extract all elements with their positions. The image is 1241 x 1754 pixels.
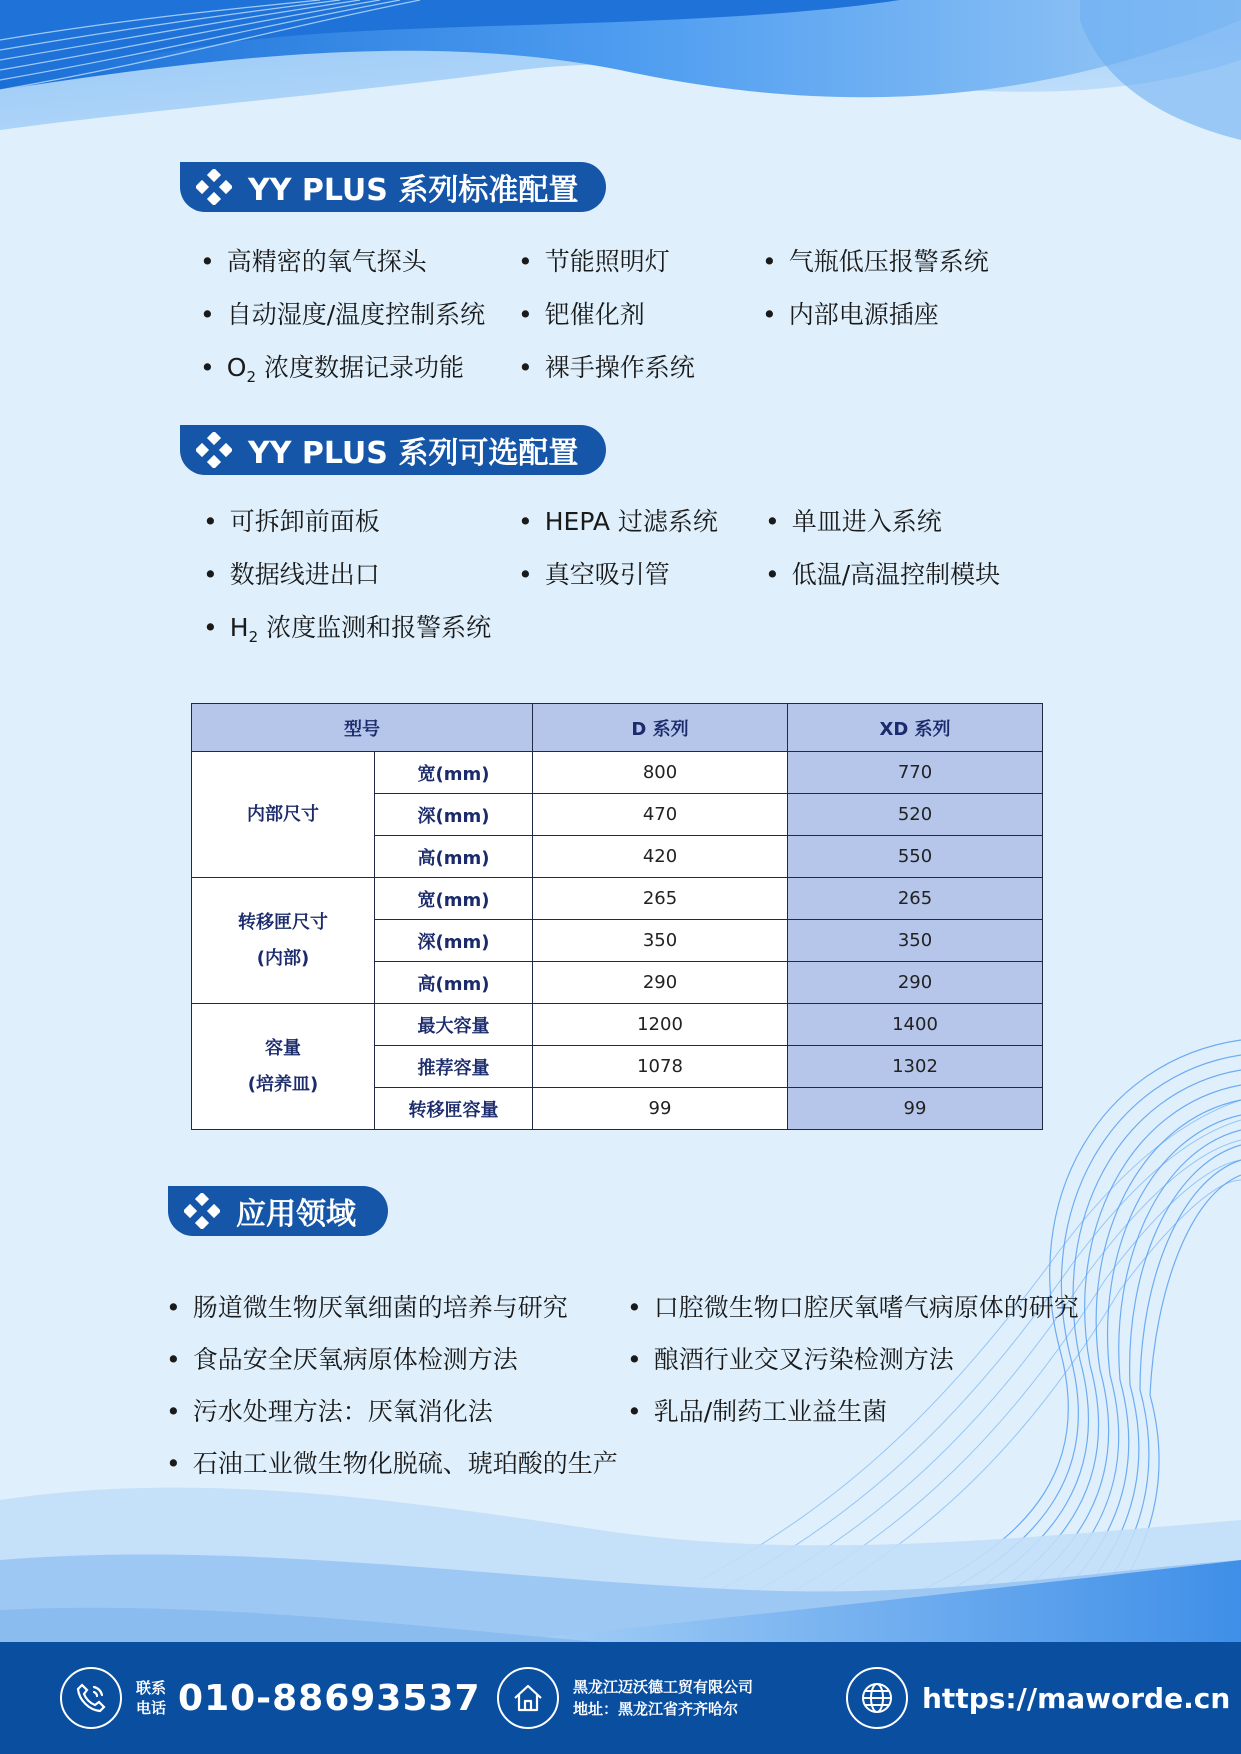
contact-label: 联系 电话 xyxy=(136,1679,167,1717)
row-label: 推荐容量 xyxy=(375,1046,533,1088)
d-value: 1200 xyxy=(533,1004,788,1046)
list-item: • 数据线进出口 xyxy=(203,555,380,591)
list-item: • 气瓶低压报警系统 xyxy=(762,242,989,278)
group-label: 内部尺寸 xyxy=(192,752,375,878)
table-row xyxy=(192,878,1043,920)
list-item: • 钯催化剂 xyxy=(518,295,645,331)
footer-contact[interactable] xyxy=(60,1666,481,1730)
phone-number[interactable]: 010-88693537 xyxy=(178,1677,481,1719)
xd-value: 520 xyxy=(788,794,1043,836)
list-item: • 食品安全厌氧病原体检测方法 xyxy=(166,1340,518,1376)
table-header-row xyxy=(192,704,1043,752)
company-name: 黑龙江迈沃德工贸有限公司 xyxy=(573,1678,754,1696)
xd-value: 550 xyxy=(788,836,1043,878)
xd-value: 265 xyxy=(788,878,1043,920)
list-item: • 内部电源插座 xyxy=(762,295,939,331)
d-value: 800 xyxy=(533,752,788,794)
header-xd-series: XD 系列 xyxy=(788,704,1043,752)
diamond-icon xyxy=(196,432,232,468)
row-label: 高(mm) xyxy=(375,962,533,1004)
table-row xyxy=(192,1004,1043,1046)
row-label: 深(mm) xyxy=(375,794,533,836)
d-value: 1078 xyxy=(533,1046,788,1088)
xd-value: 290 xyxy=(788,962,1043,1004)
d-value: 290 xyxy=(533,962,788,1004)
d-value: 420 xyxy=(533,836,788,878)
home-icon xyxy=(497,1667,559,1729)
d-value: 99 xyxy=(533,1088,788,1130)
diamond-icon xyxy=(196,169,232,205)
row-label: 宽(mm) xyxy=(375,878,533,920)
row-label: 最大容量 xyxy=(375,1004,533,1046)
list-item: • 乳品/制药工业益生菌 xyxy=(627,1392,887,1428)
company-address: 地址：黑龙江省齐齐哈尔 xyxy=(573,1700,739,1718)
spec-table xyxy=(191,703,1043,1130)
row-label: 高(mm) xyxy=(375,836,533,878)
table-row xyxy=(192,752,1043,794)
phone-icon xyxy=(60,1667,122,1729)
footer-website[interactable] xyxy=(846,1666,1230,1730)
diamond-icon xyxy=(184,1193,220,1229)
list-item: • 口腔微生物口腔厌氧嗜气病原体的研究 xyxy=(627,1288,1079,1324)
list-item: • 石油工业微生物化脱硫、琥珀酸的生产 xyxy=(166,1444,618,1480)
list-item: • $O_2$ 浓度数据记录功能 xyxy=(200,348,464,386)
list-item: • HEPA 过滤系统 xyxy=(518,502,718,538)
d-value: 470 xyxy=(533,794,788,836)
standard-config-title: YY PLUS 系列标准配置 xyxy=(248,173,579,208)
row-label: 宽(mm) xyxy=(375,752,533,794)
website-link[interactable]: https://maworde.cn xyxy=(922,1681,1231,1715)
footer-address xyxy=(497,1666,753,1730)
xd-value: 99 xyxy=(788,1088,1043,1130)
list-item: • 污水处理方法：厌氧消化法 xyxy=(166,1392,493,1428)
row-label: 深(mm) xyxy=(375,920,533,962)
company-info xyxy=(573,1676,753,1720)
globe-icon xyxy=(846,1667,908,1729)
xd-value: 350 xyxy=(788,920,1043,962)
list-item: • 酿酒行业交叉污染检测方法 xyxy=(627,1340,954,1376)
xd-value: 1302 xyxy=(788,1046,1043,1088)
list-item: • 低温/高温控制模块 xyxy=(765,555,1000,591)
d-value: 265 xyxy=(533,878,788,920)
header-d-series: D 系列 xyxy=(533,704,788,752)
list-item: • 真空吸引管 xyxy=(518,555,670,591)
list-item: • 自动湿度/温度控制系统 xyxy=(200,295,485,331)
xd-value: 1400 xyxy=(788,1004,1043,1046)
applications-heading xyxy=(168,1186,388,1236)
list-item: • 裸手操作系统 xyxy=(518,348,695,384)
row-label: 转移匣容量 xyxy=(375,1088,533,1130)
list-item: • 可拆卸前面板 xyxy=(203,502,380,538)
list-item: • 节能照明灯 xyxy=(518,242,670,278)
header-model: 型号 xyxy=(192,704,533,752)
applications-title: 应用领域 xyxy=(236,1197,356,1232)
optional-config-title: YY PLUS 系列可选配置 xyxy=(248,436,579,471)
xd-value: 770 xyxy=(788,752,1043,794)
group-label: 转移匣尺寸 (内部) xyxy=(192,878,375,1004)
footer xyxy=(0,1642,1241,1754)
list-item: • $H_2$ 浓度监测和报警系统 xyxy=(203,608,491,646)
standard-config-heading xyxy=(180,162,606,212)
list-item: • 单皿进入系统 xyxy=(765,502,942,538)
d-value: 350 xyxy=(533,920,788,962)
list-item: • 肠道微生物厌氧细菌的培养与研究 xyxy=(166,1288,568,1324)
optional-config-heading xyxy=(180,425,606,475)
group-label: 容量 (培养皿) xyxy=(192,1004,375,1130)
list-item: • 高精密的氧气探头 xyxy=(200,242,427,278)
